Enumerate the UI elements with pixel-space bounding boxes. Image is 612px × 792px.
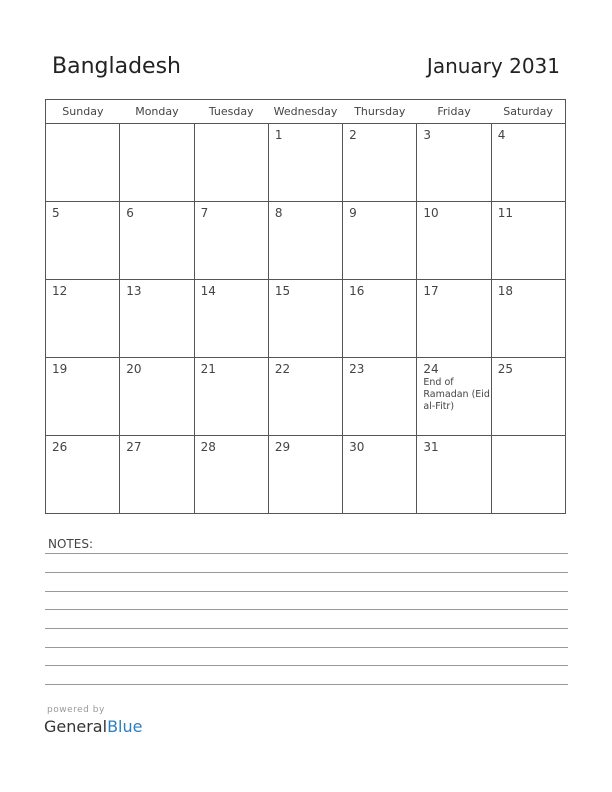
- day-cell: [268, 124, 342, 202]
- weekday-sunday: Sunday: [46, 100, 120, 124]
- weekday-saturday: Saturday: [491, 100, 565, 124]
- day-cell: [46, 202, 120, 280]
- weekday-monday: Monday: [120, 100, 194, 124]
- weekday-thursday: Thursday: [343, 100, 417, 124]
- day-cell: [194, 436, 268, 514]
- note-line: [45, 591, 568, 592]
- day-number: 11: [497, 206, 513, 220]
- note-line: [45, 628, 568, 629]
- day-number: 6: [126, 206, 134, 220]
- day-number: 18: [497, 284, 513, 298]
- day-cell: [194, 124, 268, 202]
- day-number: 21: [200, 362, 216, 376]
- day-number: 30: [349, 440, 365, 454]
- day-cell: [268, 436, 342, 514]
- note-line: [45, 553, 568, 554]
- day-number: 8: [274, 206, 283, 220]
- day-cell: [268, 358, 342, 436]
- weekday-header-row: [46, 100, 566, 124]
- note-line: [45, 572, 568, 573]
- generalblue-logo[interactable]: [44, 717, 142, 736]
- powered-by-text: powered by: [47, 705, 105, 715]
- day-cell: [343, 202, 417, 280]
- day-number: 25: [497, 362, 513, 376]
- day-cell: [417, 436, 491, 514]
- day-number: 5: [52, 206, 60, 220]
- country-title: Bangladesh: [52, 54, 181, 79]
- day-cell: [343, 436, 417, 514]
- day-cell: [343, 124, 417, 202]
- day-cell: [194, 202, 268, 280]
- day-number: 27: [126, 440, 142, 454]
- day-cell: [120, 358, 194, 436]
- day-number: 1: [274, 128, 283, 142]
- weekday-wednesday: Wednesday: [268, 100, 342, 124]
- note-line: [45, 665, 568, 666]
- day-cell: [417, 124, 491, 202]
- day-cell: [491, 358, 565, 436]
- day-number: [120, 124, 193, 128]
- day-cell: [46, 124, 120, 202]
- week-row: [46, 280, 566, 358]
- day-cell: [491, 436, 565, 514]
- day-number: 24: [423, 362, 439, 376]
- day-number: 9: [349, 206, 357, 220]
- note-line: [45, 647, 568, 648]
- day-number: 3: [423, 128, 432, 142]
- day-cell: [120, 280, 194, 358]
- day-number: [492, 436, 565, 440]
- day-number: 29: [274, 440, 291, 454]
- calendar-grid: [45, 99, 566, 514]
- month-title: January 2031: [426, 54, 560, 78]
- day-number: 17: [423, 284, 439, 298]
- day-cell: [120, 124, 194, 202]
- day-cell-holiday: [417, 358, 491, 436]
- day-number: 15: [274, 284, 291, 298]
- day-cell: [194, 358, 268, 436]
- day-cell: [268, 202, 342, 280]
- day-cell: [343, 280, 417, 358]
- day-number: 13: [126, 284, 142, 298]
- week-row: [46, 202, 566, 280]
- day-cell: [120, 202, 194, 280]
- day-cell: [46, 358, 120, 436]
- weekday-tuesday: Tuesday: [194, 100, 268, 124]
- note-line: [45, 609, 568, 610]
- day-number: 12: [52, 284, 68, 298]
- day-cell: [491, 280, 565, 358]
- day-number: [46, 124, 119, 128]
- day-number: 19: [52, 362, 68, 376]
- notes-label: NOTES:: [48, 537, 93, 551]
- day-number: 14: [200, 284, 216, 298]
- day-cell: [417, 202, 491, 280]
- holiday-label: End of Ramadan (Eid al-Fitr): [423, 377, 490, 412]
- day-number: 28: [200, 440, 216, 454]
- day-number: [195, 124, 268, 128]
- day-cell: [268, 280, 342, 358]
- day-number: 20: [126, 362, 142, 376]
- day-number: 26: [52, 440, 68, 454]
- day-number: 31: [423, 440, 439, 454]
- note-line: [45, 684, 568, 685]
- day-number: 7: [200, 206, 209, 220]
- day-cell: [343, 358, 417, 436]
- day-cell: [46, 436, 120, 514]
- logo-blue-text: Blue: [107, 717, 143, 736]
- day-cell: [194, 280, 268, 358]
- day-cell: [46, 280, 120, 358]
- week-row: [46, 124, 566, 202]
- day-cell: [491, 202, 565, 280]
- week-row: [46, 436, 566, 514]
- day-number: 16: [349, 284, 365, 298]
- logo-general-text: General: [44, 717, 108, 736]
- day-number: 22: [274, 362, 291, 376]
- day-number: 4: [497, 128, 506, 142]
- day-cell: [120, 436, 194, 514]
- week-row: [46, 358, 566, 436]
- day-number: 2: [349, 128, 357, 142]
- weekday-friday: Friday: [417, 100, 491, 124]
- day-cell: [491, 124, 565, 202]
- day-cell: [417, 280, 491, 358]
- day-number: 23: [349, 362, 365, 376]
- day-number: 10: [423, 206, 439, 220]
